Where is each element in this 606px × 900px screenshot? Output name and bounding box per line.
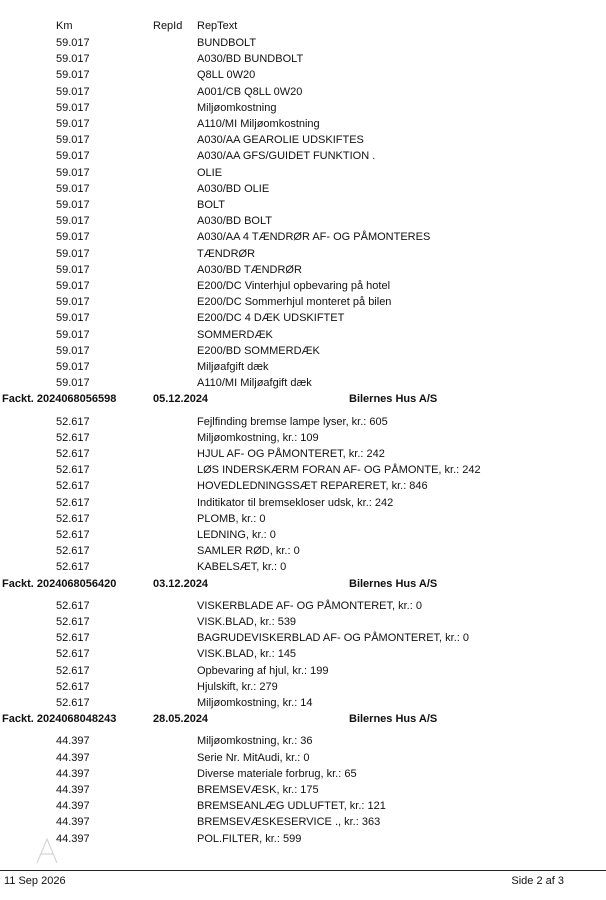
row-reptext: BAGRUDEVISKERBLAD AF- OG PÅMONTERET, kr.: 0 [197, 632, 470, 645]
table-row [0, 733, 606, 749]
invoice-header-row [0, 391, 606, 407]
row-km: 59.017 [56, 280, 90, 292]
row-reptext: E200/DC Vinterhjul opbevaring på hotel [197, 280, 391, 292]
row-reptext: Hjulskift, kr.: 279 [197, 680, 278, 693]
row-reptext: Inditikator til bremsekloser udsk, kr.: 242 [197, 496, 394, 509]
invoice-dealer: Bilernes Hus A/S [349, 577, 438, 590]
row-reptext: A030/AA GFS/GUIDET FUNKTION . [197, 150, 376, 163]
row-reptext: VISK.BLAD, kr.: 145 [197, 648, 297, 661]
row-reptext: BREMSEVÆSK, kr.: 175 [197, 784, 319, 796]
table-row [0, 100, 606, 116]
table-row [0, 766, 606, 782]
row-reptext: A030/BD BUNDBOLT [197, 53, 304, 66]
invoice-date: 05.12.2024 [153, 393, 209, 406]
row-km: 59.017 [56, 182, 90, 195]
row-km: 52.617 [56, 431, 90, 444]
row-reptext: VISKERBLADE AF- OG PÅMONTERET, kr.: 0 [197, 599, 422, 612]
table-row [0, 213, 606, 229]
row-reptext: LØS INDERSKÆRM FORAN AF- OG PÅMONTE, kr.: 242 [197, 464, 481, 477]
row-km: 59.017 [56, 263, 90, 276]
row-km: 52.617 [56, 415, 90, 428]
table-row [0, 197, 606, 213]
row-reptext: Serie Nr. MitAudi, kr.: 0 [197, 751, 310, 764]
footer-date: 11 Sep 2026 [4, 875, 66, 887]
table-row [0, 614, 606, 630]
row-km: 59.017 [56, 312, 90, 325]
table-row [0, 511, 606, 527]
row-reptext: Fejlfinding bremse lampe lyser, kr.: 605 [197, 415, 388, 428]
table-row [0, 598, 606, 614]
invoice-header-row [0, 711, 606, 727]
row-km: 59.017 [56, 166, 90, 179]
table-row [0, 559, 606, 575]
row-reptext: A001/CB Q8LL 0W20 [197, 85, 303, 98]
row-reptext: Miljøomkostning [197, 101, 277, 114]
table-row [0, 278, 606, 294]
table-row [0, 229, 606, 245]
table-row [0, 462, 606, 478]
row-reptext: A110/MI Miljøomkostning [197, 118, 320, 130]
row-km: 59.017 [56, 53, 90, 66]
invoice-number: Fackt. 2024068056420 [2, 577, 117, 590]
row-reptext: BREMSEANLÆG UDLUFTET, kr.: 121 [197, 800, 386, 813]
table-row [0, 310, 606, 326]
row-km: 44.397 [56, 735, 90, 748]
row-km: 59.017 [56, 37, 90, 49]
row-reptext: Q8LL 0W20 [197, 69, 256, 82]
footer-page-number: Side 2 af 3 [511, 875, 564, 887]
column-header-row [0, 20, 606, 34]
table-row [0, 181, 606, 197]
row-reptext: A030/AA GEAROLIE UDSKIFTES [197, 134, 364, 147]
row-km: 52.617 [56, 545, 90, 558]
row-reptext: KABELSÆT, kr.: 0 [197, 561, 287, 574]
table-row [0, 327, 606, 343]
table-row [0, 414, 606, 430]
table-row [0, 630, 606, 646]
row-reptext: Miljøomkostning, kr.: 36 [197, 735, 313, 748]
row-km: 52.617 [56, 464, 90, 477]
table-row [0, 814, 606, 830]
row-reptext: A030/BD TÆNDRØR [197, 263, 302, 276]
row-reptext: BUNDBOLT [197, 37, 257, 49]
table-row [0, 646, 606, 662]
header-reptext: RepText [197, 20, 238, 32]
row-km: 59.017 [56, 377, 90, 390]
row-reptext: Miljøafgift dæk [197, 361, 269, 373]
row-reptext: OLIE [197, 166, 223, 179]
table-row [0, 246, 606, 262]
row-reptext: E200/DC 4 DÆK UDSKIFTET [197, 312, 345, 325]
row-km: 59.017 [56, 344, 90, 357]
row-reptext: Miljøomkostning, kr.: 109 [197, 431, 319, 444]
invoice-number: Fackt. 2024068048243 [2, 713, 117, 726]
row-reptext: E200/BD SOMMERDÆK [197, 344, 320, 357]
table-row [0, 343, 606, 359]
row-km: 59.017 [56, 69, 90, 82]
row-km: 59.017 [56, 85, 90, 98]
row-reptext: A030/BD BOLT [197, 215, 272, 228]
row-km: 59.017 [56, 215, 90, 228]
table-row [0, 84, 606, 100]
table-row [0, 750, 606, 766]
row-km: 52.617 [56, 561, 90, 574]
table-row [0, 798, 606, 814]
table-row [0, 782, 606, 798]
row-reptext: LEDNING, kr.: 0 [197, 529, 276, 541]
table-row [0, 495, 606, 511]
row-km: 52.617 [56, 448, 90, 460]
row-km: 44.397 [56, 832, 90, 845]
invoice-number: Fackt. 2024068056598 [2, 393, 117, 406]
row-km: 44.397 [56, 767, 90, 780]
table-row [0, 165, 606, 181]
row-km: 52.617 [56, 529, 90, 541]
row-km: 44.397 [56, 751, 90, 764]
invoice-dealer: Bilernes Hus A/S [349, 713, 438, 726]
row-reptext: POL.FILTER, kr.: 599 [197, 832, 302, 845]
watermark-icon [34, 836, 60, 866]
table-row [0, 430, 606, 446]
invoice-dealer: Bilernes Hus A/S [349, 393, 438, 406]
row-reptext: E200/DC Sommerhjul monteret på bilen [197, 296, 392, 309]
row-reptext: BOLT [197, 199, 225, 211]
invoice-header-row [0, 576, 606, 592]
table-row [0, 695, 606, 711]
page-footer [0, 874, 606, 888]
row-reptext: A030/BD OLIE [197, 182, 270, 195]
table-row [0, 51, 606, 67]
row-reptext: PLOMB, kr.: 0 [197, 512, 266, 525]
row-km: 52.617 [56, 697, 90, 709]
row-reptext: Opbevaring af hjul, kr.: 199 [197, 664, 329, 677]
row-reptext: BREMSEVÆSKESERVICE ., kr.: 363 [197, 816, 381, 829]
row-km: 59.017 [56, 296, 90, 309]
table-row [0, 35, 606, 51]
table-row [0, 67, 606, 83]
row-reptext: HOVEDLEDNINGSSÆT REPARERET, kr.: 846 [197, 480, 428, 493]
row-km: 52.617 [56, 599, 90, 612]
row-reptext: A030/AA 4 TÆNDRØR AF- OG PÅMONTERES [197, 231, 431, 244]
row-reptext: Diverse materiale forbrug, kr.: 65 [197, 767, 357, 780]
row-km: 52.617 [56, 680, 90, 693]
row-km: 59.017 [56, 101, 90, 114]
row-km: 59.017 [56, 361, 90, 373]
row-km: 52.617 [56, 480, 90, 493]
table-row [0, 679, 606, 695]
row-reptext: TÆNDRØR [197, 247, 256, 260]
row-reptext: SAMLER RØD, kr.: 0 [197, 545, 300, 558]
row-km: 52.617 [56, 648, 90, 661]
table-row [0, 116, 606, 132]
table-row [0, 294, 606, 310]
header-km: Km [56, 20, 73, 32]
row-reptext: Miljøomkostning, kr.: 14 [197, 697, 313, 709]
row-km: 59.017 [56, 231, 90, 244]
table-row [0, 527, 606, 543]
row-km: 59.017 [56, 134, 90, 147]
invoice-date: 28.05.2024 [153, 713, 209, 726]
row-km: 59.017 [56, 247, 90, 260]
table-row [0, 831, 606, 847]
row-km: 59.017 [56, 118, 90, 130]
row-km: 52.617 [56, 632, 90, 645]
table-row [0, 478, 606, 494]
row-km: 44.397 [56, 816, 90, 829]
footer-divider [0, 870, 606, 871]
row-km: 59.017 [56, 150, 90, 163]
table-row [0, 446, 606, 462]
row-km: 52.617 [56, 664, 90, 677]
row-km: 44.397 [56, 800, 90, 813]
table-row [0, 543, 606, 559]
row-km: 52.617 [56, 496, 90, 509]
row-km: 52.617 [56, 512, 90, 525]
invoice-date: 03.12.2024 [153, 577, 209, 590]
table-row [0, 148, 606, 164]
table-row [0, 359, 606, 375]
row-reptext: SOMMERDÆK [197, 328, 273, 341]
row-reptext: HJUL AF- OG PÅMONTERET, kr.: 242 [197, 448, 385, 460]
table-row [0, 262, 606, 278]
row-km: 59.017 [56, 199, 90, 211]
table-row [0, 663, 606, 679]
row-reptext: VISK.BLAD, kr.: 539 [197, 616, 297, 628]
row-km: 44.397 [56, 784, 90, 796]
header-repid: RepId [153, 20, 183, 32]
table-row [0, 375, 606, 391]
row-km: 52.617 [56, 616, 90, 628]
table-row [0, 132, 606, 148]
row-reptext: A110/MI Miljøafgift dæk [197, 377, 312, 390]
row-km: 59.017 [56, 328, 90, 341]
